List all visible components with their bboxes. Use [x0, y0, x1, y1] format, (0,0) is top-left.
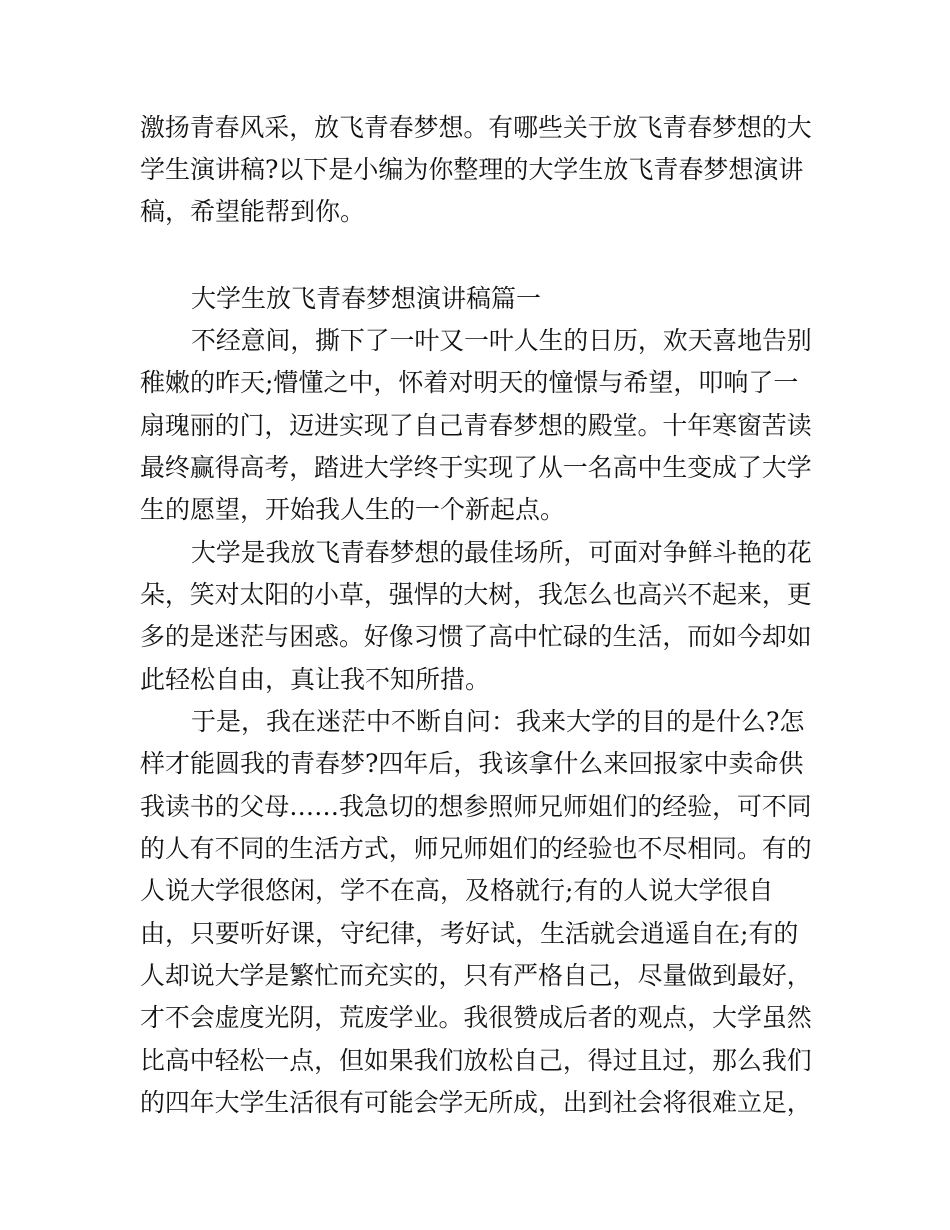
paragraph-line: 稚嫩的昨天;懵懂之中，怀着对明天的憧憬与希望，叩响了一: [140, 368, 799, 397]
paragraph-line: 大学是我放飞青春梦想的最佳场所，可面对争鲜斗艳的花: [191, 538, 812, 567]
paragraph-line: 我读书的父母……我急切的想参照师兄师姐们的经验，可不同: [140, 792, 812, 821]
paragraph-line: 由，只要听好课，守纪律，考好试，生活就会逍遥自在;有的: [140, 919, 799, 948]
paragraph-line: 多的是迷茫与困惑。好像习惯了高中忙碌的生活，而如今却如: [140, 622, 812, 651]
intro-line: 稿，希望能帮到你。: [140, 197, 366, 226]
paragraph-line: 最终赢得高考，踏进大学终于实现了从一名高中生变成了大学: [140, 453, 812, 482]
paragraph-line: 扇瑰丽的门，迈进实现了自己青春梦想的殿堂。十年寒窗苦读: [140, 411, 812, 440]
paragraph-line: 的人有不同的生活方式，师兄师姐们的经验也不尽相同。有的: [140, 834, 812, 863]
paragraph-line: 人说大学很悠闲，学不在高，及格就行;有的人说大学很自: [140, 876, 774, 905]
paragraph-line: 此轻松自由，真让我不知所措。: [140, 665, 491, 694]
paragraph-line: 人却说大学是繁忙而充实的，只有严格自己，尽量做到最好，: [140, 961, 812, 990]
paragraph-line: 生的愿望，开始我人生的一个新起点。: [140, 495, 566, 524]
paragraph-line: 不经意间，撕下了一叶又一叶人生的日历，欢天喜地告别: [191, 326, 812, 355]
paragraph-line: 朵，笑对太阳的小草，强悍的大树，我怎么也高兴不起来，更: [140, 580, 812, 609]
intro-line: 学生演讲稿?以下是小编为你整理的大学生放飞青春梦想演讲: [140, 155, 804, 184]
paragraph-line: 的四年大学生活很有可能会学无所成，出到社会将很难立足，: [140, 1088, 812, 1117]
paragraph-line: 比高中轻松一点，但如果我们放松自己，得过且过，那么我们: [140, 1046, 812, 1075]
intro-line: 激扬青春风采，放飞青春梦想。有哪些关于放飞青春梦想的大: [140, 113, 812, 142]
paragraph-line: 于是，我在迷茫中不断自问：我来大学的目的是什么?怎: [191, 707, 805, 736]
paragraph-line: 才不会虚度光阴，荒废学业。我很赞成后者的观点，大学虽然: [140, 1003, 812, 1032]
paragraph-line: 样才能圆我的青春梦?四年后，我该拿什么来回报家中卖命供: [140, 749, 804, 778]
section-heading: 大学生放飞青春梦想演讲稿篇一: [191, 284, 542, 313]
